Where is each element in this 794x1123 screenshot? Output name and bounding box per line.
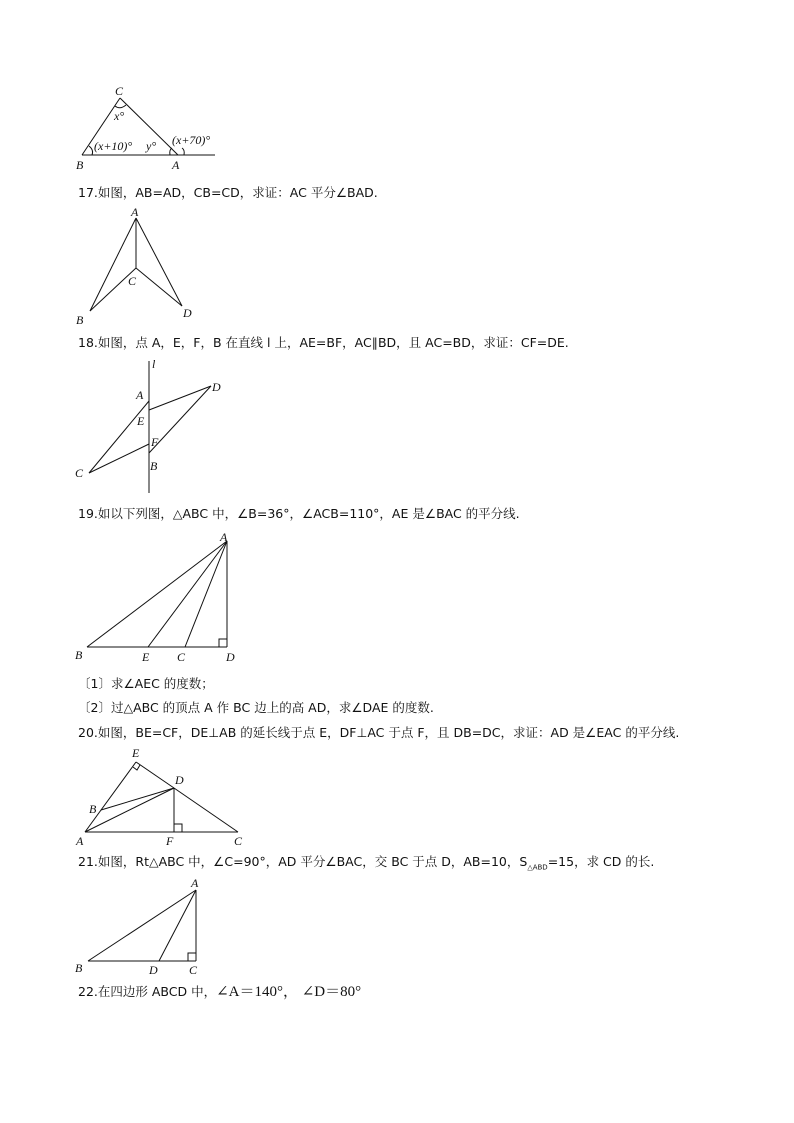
point-e-label: E (142, 650, 150, 664)
point-a-label: A (191, 876, 199, 890)
point-c-label: C (189, 963, 198, 977)
question-21-text: 21.如图，Rt△ABC 中，∠C=90°，AD 平分∠BAC，交 BC 于点 D，AB=10，$S_{\triangle ABD}=15$，求 CD 的长. (78, 854, 655, 872)
angle-ext-label: (x+70)° (172, 133, 211, 147)
angle-y-label: y° (146, 139, 157, 153)
point-d-label: D (183, 306, 192, 320)
point-d-label: D (149, 963, 158, 977)
point-b-label: B (76, 313, 84, 327)
line-l-label: l (152, 357, 156, 371)
triangle-figure-19 (70, 525, 245, 670)
right-triangle-figure-21 (70, 872, 215, 980)
point-a-label: A (76, 834, 84, 848)
triangle-figure-16 (70, 80, 220, 175)
question-19-part-2: 〔2〕过△ABC 的顶点 A 作 BC 边上的高 AD，求∠DAE 的度数. (78, 700, 434, 715)
vertex-a-label: A (172, 158, 180, 172)
parallel-figure-18 (70, 353, 240, 498)
question-19-text: 19.如以下列图，△ABC 中，∠B=36°，∠ACB=110°，AE 是∠BAC 的平分线. (78, 506, 520, 521)
angle-b-label: (x+10)° (94, 139, 133, 153)
point-c-label: C (75, 466, 84, 480)
question-17-text: 17.如图，AB=AD，CB=CD，求证：AC 平分∠BAD. (78, 185, 378, 200)
point-c-label: C (177, 650, 186, 664)
point-d-label: D (212, 380, 221, 394)
point-b-label: B (150, 459, 158, 473)
point-d-label: D (175, 773, 184, 787)
question-22-math: ∠A＝140°， ∠D＝80° (216, 984, 362, 1000)
kite-figure-17 (70, 203, 210, 328)
bisector-figure-20 (70, 744, 255, 852)
point-e-label: E (132, 746, 140, 760)
point-a-label: A (131, 205, 139, 219)
point-e-label: E (137, 414, 145, 428)
angle-x-label: x° (114, 109, 125, 123)
question-19-part-1: 〔1〕求∠AEC 的度数； (78, 676, 214, 691)
point-d-label: D (226, 650, 235, 664)
point-a-label: A (136, 388, 144, 402)
vertex-b-label: B (76, 158, 84, 172)
question-22-text: 22.在四边形 ABCD 中，∠A＝140°， ∠D＝80° (78, 984, 362, 1000)
point-c-label: C (128, 274, 137, 288)
point-b-label: B (75, 961, 83, 975)
point-f-label: F (166, 834, 174, 848)
point-b-label: B (89, 802, 97, 816)
point-a-label: A (220, 530, 228, 544)
point-b-label: B (75, 648, 83, 662)
point-f-label: F (151, 435, 159, 449)
question-18-text: 18.如图，点 A，E，F，B 在直线 l 上，AE=BF，AC∥BD，且 AC=BD，求证：CF=DE. (78, 335, 569, 350)
vertex-c-label: C (115, 84, 124, 98)
question-20-text: 20.如图，BE=CF，DE⊥AB 的延长线于点 E，DF⊥AC 于点 F，且 DB=DC，求证：AD 是∠EAC 的平分线. (78, 725, 680, 740)
point-c-label: C (234, 834, 243, 848)
